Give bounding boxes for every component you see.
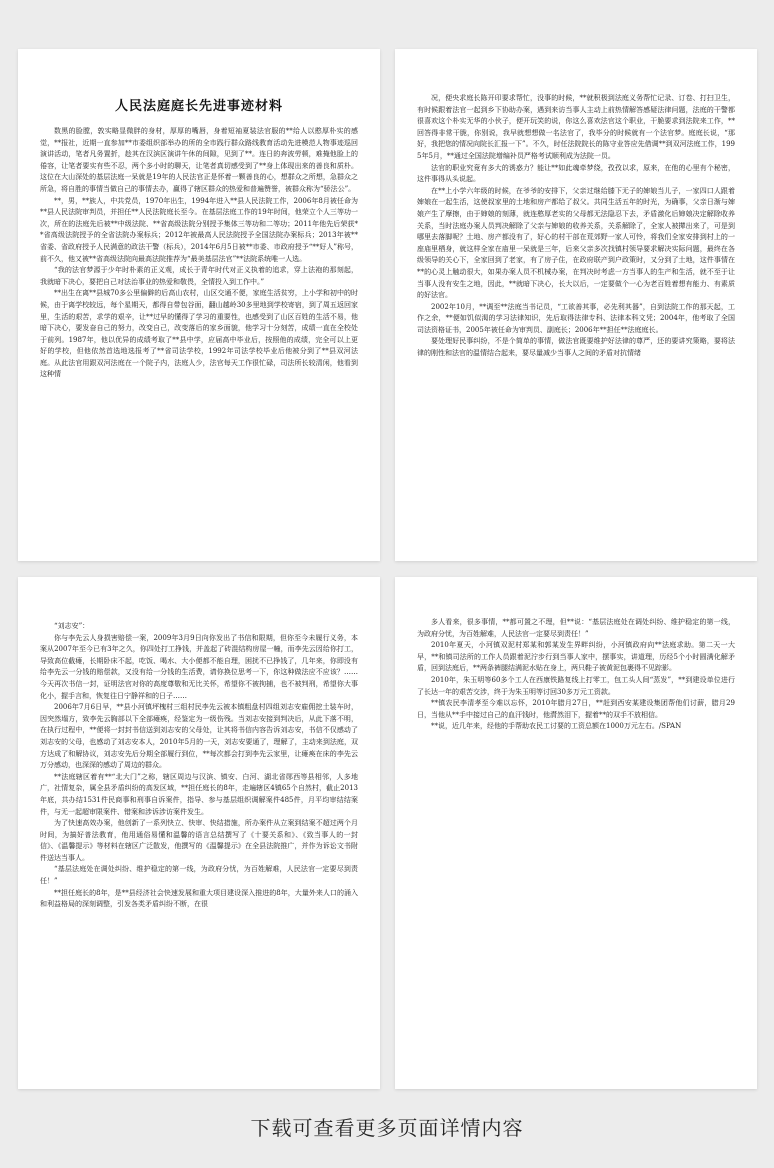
paragraph: 法官的职业究竟有多大的诱惑力？能让**如此魂牵梦绕，孜孜以求，原来，在他的心里有个秘密，这件事得从头说起。 <box>417 163 735 184</box>
paragraph: **镇农民李清孝至今难以忘怀，2010年腊月27日，**赶到西安某建设集团帮他们讨薪，腊月29日，当他从**手中接过自己的血汗钱时，他潸然泪下，握着**的双手不放相信。 <box>417 699 735 719</box>
paragraph: “我的法官梦源于少年时朴素的正义观，成长于青年时代对正义执着的追求，穿上法袍的那刻起，我就暗下决心，要把自己对法治事业的热爱和敬畏，全情投入到工作中。” <box>40 266 358 286</box>
document-page-2 <box>395 49 757 561</box>
document-page-4 <box>395 577 757 1089</box>
paragraph: **担任庭长的8年，是**县经济社会快速发展和重大项目建设深入推进的8年，大量外来人口的涌入和利益格局的深刻调整，引发各类矛盾纠纷不断，在很 <box>40 888 358 909</box>
document-page-1 <box>18 49 380 561</box>
paragraph: 2006年7月6日早，**县小河镇坪槐村三组村民李先云被本镇粗盘村四组刘志安雇佣挖土装车时，因突然塌方，致李先云胸部以下全部瘫痪，经鉴定为一级伤残。当刘志安接到判决后，从此下落不明，在执行过程中，**便将一封封书信送到刘志安的父母处，让其将书信内容告诉刘志安，书信不仅感动了刘志安的父母，也感动了刘志安本人，2010年5月的一天，刘志安要通了，理解了，主动来到法庭，双方达成了和解协议，刘志安先后分期全部履行到位，**每次都会打到李先云家里，让瘫痪在床的李先云万分感动，也深深的感动了周边的群众。 <box>40 703 358 770</box>
paragraph: **说，近几年来，经他的手帮助农民工讨要的工资总额在1000万元左右。/SPAN <box>431 722 682 731</box>
paragraph: “基层法庭处在调处纠纷、维护稳定的第一线，为政府分忧，为百姓解难，人民法官一定要尽到责任！” <box>40 865 358 886</box>
paragraph: 2010年夏天，小河镇双泥村郑某和郭某发生界畔纠纷，小河镇政府向**法庭求助。第二天一大早，**和镇司法所的工作人员跟着泥泞步行到当事人家中，摆事实，讲道理，历经5个小时圆满化解矛盾，回到法庭后，**两条裤腿结满泥水贴在身上，两只鞋子被黄泥包裹得不见踪影。 <box>417 641 735 673</box>
document-page-3 <box>18 577 380 1089</box>
paragraph: 2010年，朱玉明等60多个工人在西康铁路复线上打零工，包工头人间“蒸发”，**到建设单位进行了长达一年的艰苦交涉，终于为朱玉明等讨回30多万元工资款。 <box>417 675 735 696</box>
paragraph: 数黑的脸膛，敦实略显微胖的身材，厚厚的嘴唇，身着短袖夏装法官服的**给人以憨厚朴实的感觉，**报社，近期一直参加**市委组织部举办的所的全市践行群众路线教育活动先进模范人物事迹巡回演讲活动，笔者凡务置折，趁其在汉滨区演讲午休的间隙，见到了**。连日的奔波劳顿，难掩他脸上的倦容，让笔者要实有些不忍，两个多小时的聊天，让笔者真切感受到了**身上体现出来的善良和质朴。这位在大山深处的基层法庭一呆就是19年的人民法官正是怀着一颗善良的心，想群众之所想，急群众之所急，将自胜的事情当做自己的事情去办，赢得了辖区群众的热爱和普遍赞誉，被群众称为“骄法公”。 <box>40 127 358 193</box>
paragraph: 为了快速高效办案，他创新了一系列快立、快审、快结措施，所办案件从立案到结案不超过两个月时间，为搞好普法教育，他用通俗易懂和温馨的语言总结撰写了《十要关系和》、《致当事人的一封信》、《温馨提示》等材料在辖区广泛散发，他撰写的《温馨提示》在全县法院推广，并作为诉讼文书附件送达当事人。 <box>40 819 358 862</box>
paragraph: 在**上小学六年级的时候，在爷爷的安排下，父亲过继给膝下无子的婶娘当儿子，一家四口人跟着婶娘在一起生活，这使叔家里的土地和房产都给了叔父。共同生活五年的时光，为确事，父亲日渐与婶娘产生了摩擦，由于婶娘的刻薄，就连憨厚老实的父母都无法隐忍下去，矛盾激化后婶娘决定解除收养关系，当时法庭办案人员判决解除了父亲与婶娘的收养关系，关系解除了，全家人被撵出来了，可是到哪里去落脚呢？土地、房产都没有了，好心的村干部在荒郊野一家人可怜，将我们全家安排到村上的一座庙里栖身，就这样全家在庙里一呆就是三年，后来父亲多次找镇村领导要求解决实际问题，最终在各级领导的关心下，全家回到了老家，有了房子住，在政府联产到户政策时，又分到了土地，这件事情在**的心灵上触动很大，如果办案人员不机械办案，在判决时考虑一方当事人的生产和生活，就不至于让当事人没有安生之地，因此，**就暗下决心，长大以后，一定要做个一心为老百姓着想有能力、有素质的好法官。 <box>417 186 735 300</box>
paragraph: **出生在离**县城70多公里偏僻的后高山农村，山区交通不便，家庭生活贫穷，上小学和初中的时候，由于离学校较远，每个星期天，都得自带包谷面，翻山越岭30多里地到学校寄宿，到了周五返回家里，生活的艰苦，求学的艰辛，让**过早的懂得了学习的重要性，也感受到了山区百姓的生活不易，他暗下决心，要发奋自己的努力，改变自己，改变落后的家乡面貌，他学习十分刻苦，成绩一直在全校处于前列。1987年，他以优异的成绩考取了**县中学，应届高中毕业后，按照他的成绩，完全可以上更好的学校，但他依然首选地选报考了**省司法学校，1992年司法学校毕业后他被分到了**县双河法庭。从此法官用跟双河法庭在一个院子内，法庭人少，法官每天工作很忙碌，司法所长较清闲，他看到这种情 <box>40 289 358 379</box>
paragraph: 多人看来，很多事情，**都可置之不理，但**说：“基层法庭处在调处纠纷、维护稳定的第一线，为政府分忧，为百姓解难，人民法官一定要尽到责任！” <box>417 618 735 638</box>
paragraph: 你与李先云人身损害赔偿一案，2009年3月9日向你发出了书信和限期，但你至今未履行义务，本案从2007年至今已有3年之久，你四处打工挣钱，并盖起了砖混结构房屋一幢，而李先云因给你打工，导致高位截瘫，长期卧床不起，吃饭、喝水、大小便都不能自理，困扰不已挣钱了，几年来，你即没有给李先云一分钱的赔偿款，又没有给一分钱的生活费，请你换位思考一下，你这种做法应不应该？……今天再次书信一封，证明法官对你的高度尊敬和无比关怀，希望你不被拘捕，也不被判刑，希望你大事化小，握手言和，恢复往日宁静祥和的日子…… <box>40 633 358 700</box>
paragraph: 要处理好民事纠纷，不是个简单的事情，做法官既要维护好法律的尊严，还的要讲究策略，要将法律的刚性和法官的温情结合起来，要尽量减少当事人之间的矛盾对抗情绪 <box>417 337 735 358</box>
document-title: 人民法庭庭长先进事迹材料 <box>114 99 283 114</box>
paragraph: **法庭辖区着有**“北大门”之称，辖区周边与汉滨、镇安、白河、湖北省郧西等县相邻，人多地广，社情复杂，属全县矛盾纠纷的高发区域，**担任庭长的8年，走遍辖区4镇65个自然村，截止2013年底，共办结1531件民商事和刑事自诉案件，指导、参与基层组织调解案件485件，月平均审结结案件，与无一起超审限案件、错案和涉诉涉访案件发生。 <box>40 772 358 816</box>
paragraph: **，男，**族人，中共党员，1970年出生，1994年进入**县人民法院工作，2006年8月被任命为**县人民法院审判员，并担任**人民法院庭长至今。在基层法庭工作的19年时间，他荣立个人三等功一次，所在的法庭先后被**中级法院、**省高级法院分别授予集体三等功和二等功；2011年他先后荣获**省高级法院授予的全省法院办案标兵；2012年被最高人民法院授予全国法院办案标兵；2013年被**省委、省政府授予人民满意的政法干警（标兵），2014年6月5日被**市委、市政府授予“**好人”称号，前不久，他又被**省高级法院向最高法院推荐为“最美基层法官”**法院系统唯一人选。 <box>40 196 358 263</box>
paragraph: “刘志安”： <box>54 622 90 630</box>
paragraph: 况，便央求庭长陈开印要求帮忙，没事的时候，**就积极到法庭义务帮忙记录、订卷、打扫卫生，有时候跟着法官一起到乡下协助办案，遇到来访当事人主动上前热情解答感疑法律问题，法庭的干警都很喜欢这个朴实无华的小伙子，便开玩笑的说，你这么喜欢法官这个职业，干脆要求到法院来工作，**回答得非常干脆，你别说，我早就想想做一名法官了，我毕分的时候就有一个法官梦。庭庭长说，“那好，我把您的情况向院长汇报一下”。不久，时任法院院长的陈守业答应先借调**到双河法庭工作，1995年5月，**通过全国法院增编补员严格考试顺利成为法院一员。 <box>417 94 735 160</box>
paragraph: 2002年10月，**调至**法庭当书记员，“工欲善其事，必先利其器”，自到法院工作的那天起，工作之余，**便如饥似渴的学习法律知识，先后取得法律专科、法律本科文凭；2004年，他考取了全国司法资格证书，2005年被任命为审判员、副庭长；2006年**担任**法庭庭长。 <box>417 302 735 334</box>
download-more-link[interactable]: 下载可查看更多页面详情内容 <box>250 1116 524 1140</box>
